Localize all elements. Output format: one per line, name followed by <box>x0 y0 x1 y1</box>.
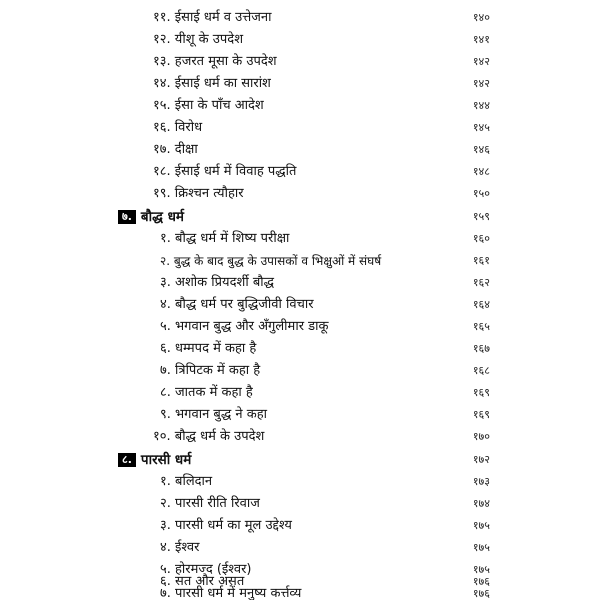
toc-entry <box>0 161 600 183</box>
toc-entry-label: ७. त्रिपिटक में कहा है <box>160 363 261 378</box>
toc-entry <box>0 51 600 73</box>
toc-entry-page: १४६ <box>472 143 490 156</box>
toc-entry-page: १४२ <box>472 77 490 90</box>
section-number-badge: ७. <box>118 210 136 224</box>
toc-entry-page: १७६ <box>472 575 490 588</box>
section-title: बौद्ध धर्म <box>140 209 184 225</box>
toc-entry-page: १७२ <box>472 453 490 466</box>
toc-entry-label: २. बुद्ध के बाद बुद्ध के उपासकों व भिक्षुओं में संघर्ष <box>160 254 382 268</box>
toc-entry-label: ९. भगवान बुद्ध ने कहा <box>160 407 267 422</box>
toc-entry <box>0 360 600 382</box>
toc-entry <box>0 228 600 250</box>
section-title: पारसी धर्म <box>140 452 192 468</box>
toc-entry-page: १४४ <box>472 99 490 112</box>
toc-entry-label: ६. सत और असत <box>160 574 245 589</box>
toc-entry-page: १४८ <box>472 165 490 178</box>
toc-entry-page: १५९ <box>472 210 490 223</box>
toc-entry-page: १४५ <box>472 121 490 134</box>
toc-entry-page: १४२ <box>472 55 490 68</box>
toc-entry <box>0 588 600 600</box>
toc-entry-label: ६. धम्मपद में कहा है <box>160 341 257 356</box>
toc-entry-label: ५. होरमज्द (ईश्वर) <box>160 562 252 577</box>
toc-entry <box>0 382 600 404</box>
section-heading-parsi <box>0 449 600 471</box>
toc-entry-label: ५. भगवान बुद्ध और अँगुलीमार डाकू <box>160 319 329 334</box>
toc-entry <box>0 139 600 161</box>
toc-entry <box>0 29 600 51</box>
toc-entry-page: १७३ <box>472 475 490 488</box>
toc-entry-label: ११. ईसाई धर्म व उत्तेजना <box>153 10 272 25</box>
toc-entry <box>0 183 600 205</box>
toc-entry <box>0 272 600 294</box>
toc-entry <box>0 250 600 272</box>
toc-entry-page: १६७ <box>472 342 490 355</box>
toc-entry <box>0 7 600 29</box>
toc-entry <box>0 426 600 448</box>
toc-entry <box>0 95 600 117</box>
toc-entry-page: १५० <box>472 187 490 200</box>
toc-entry <box>0 338 600 360</box>
toc-entry-label: ४. बौद्ध धर्म पर बुद्धिजीवी विचार <box>160 297 314 312</box>
toc-entry-page: १६८ <box>472 364 490 377</box>
toc-entry <box>0 471 600 493</box>
toc-entry-page: १६४ <box>472 298 490 311</box>
toc-entry-page: १६९ <box>472 408 490 421</box>
toc-entry-page: १७५ <box>472 519 490 532</box>
section-number-badge: ८. <box>118 453 136 467</box>
toc-entry-label: १७. दीक्षा <box>153 142 198 157</box>
toc-entry-label: १८. ईसाई धर्म में विवाह पद्धति <box>153 164 297 179</box>
toc-entry <box>0 73 600 95</box>
toc-entry-label: १. बौद्ध धर्म में शिष्य परीक्षा <box>160 231 290 246</box>
toc-entry-page: १४१ <box>472 33 490 46</box>
toc-entry-label: ४. ईश्वर <box>160 540 200 555</box>
toc-entry-label: १६. विरोध <box>153 120 203 135</box>
toc-entry <box>0 404 600 426</box>
toc-entry-label: २. पारसी रीति रिवाज <box>160 496 260 511</box>
toc-entry <box>0 493 600 515</box>
toc-entry-page: १६० <box>472 232 490 245</box>
toc-entry-page: १७५ <box>472 563 490 576</box>
toc-entry-page: १७६ <box>472 587 490 600</box>
toc-entry-label: १०. बौद्ध धर्म के उपदेश <box>153 429 265 444</box>
toc-entry <box>0 515 600 537</box>
toc-entry-label: ७. पारसी धर्म में मनुष्य कर्त्तव्य <box>160 586 302 600</box>
toc-entry-label: १९. क्रिश्चन त्यौहार <box>153 186 244 201</box>
toc-entry-label: १४. ईसाई धर्म का सारांश <box>153 76 271 91</box>
toc-entry-label: १. बलिदान <box>160 474 213 489</box>
toc-entry-label: ३. पारसी धर्म का मूल उद्देश्य <box>160 518 292 533</box>
toc-entry-page: १६१ <box>472 254 490 267</box>
toc-entry-page: १७० <box>472 430 490 443</box>
toc-entry-page: १७५ <box>472 541 490 554</box>
toc-entry-page: १६५ <box>472 320 490 333</box>
toc-entry-page: १४० <box>472 11 490 24</box>
toc-entry-page: १६९ <box>472 386 490 399</box>
toc-entry <box>0 294 600 316</box>
toc-entry-page: १६२ <box>472 276 490 289</box>
toc-entry-label: १५. ईसा के पाँच आदेश <box>153 98 264 113</box>
toc-entry <box>0 537 600 559</box>
section-heading-buddhism <box>0 206 600 228</box>
toc-entry-label: ३. अशोक प्रियदर्शी बौद्ध <box>160 275 275 290</box>
toc-entry-label: १३. हजरत मूसा के उपदेश <box>153 54 277 69</box>
toc-entry-label: ८. जातक में कहा है <box>160 385 253 400</box>
toc-entry <box>0 117 600 139</box>
toc-entry <box>0 316 600 338</box>
toc-entry-page: १७४ <box>472 497 490 510</box>
toc-entry-label: १२. यीशू के उपदेश <box>153 32 244 47</box>
